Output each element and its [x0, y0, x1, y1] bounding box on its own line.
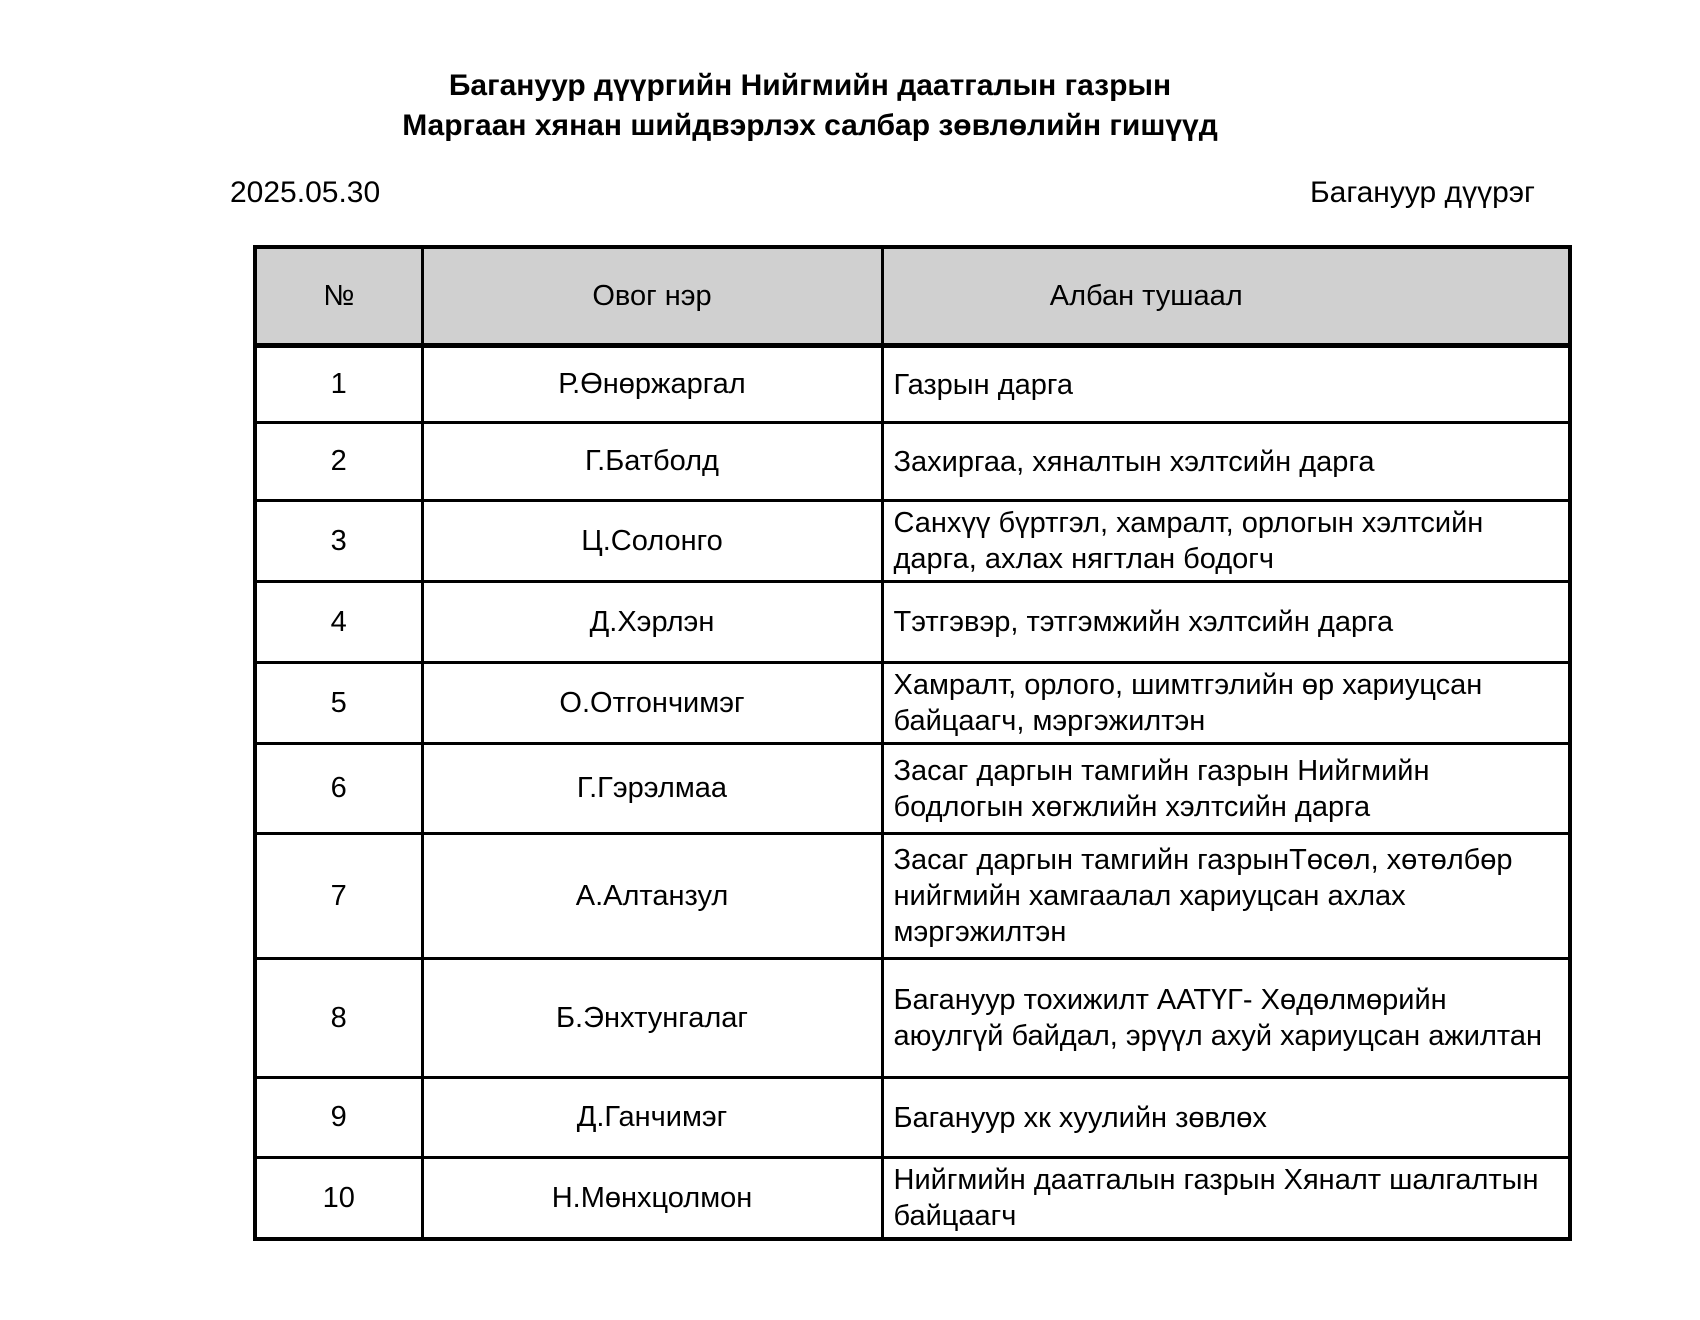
- member-name: Р.Өнөржаргал: [422, 346, 882, 423]
- row-number: 1: [255, 346, 422, 423]
- member-position: Багануур тохижилт ААТҮГ- Хөдөлмөрийн аюулгүй байдал, эрүүл ахуй хариуцсан ажилтан: [882, 959, 1570, 1078]
- header-number: №: [255, 247, 422, 346]
- table-row: [255, 834, 1570, 959]
- table-row: [255, 582, 1570, 663]
- table-row: [255, 501, 1570, 582]
- member-position: Газрын дарга: [882, 346, 1570, 423]
- member-position: Захиргаа, хяналтын хэлтсийн дарга: [882, 423, 1570, 501]
- table-header-row: [255, 247, 1570, 346]
- row-number: 10: [255, 1158, 422, 1240]
- member-name: Г.Батболд: [422, 423, 882, 501]
- table-row: [255, 663, 1570, 744]
- table-body: [255, 346, 1570, 1240]
- document-date: 2025.05.30: [230, 176, 381, 209]
- member-name: Н.Мөнхцолмон: [422, 1158, 882, 1240]
- member-name: Д.Ганчимэг: [422, 1078, 882, 1158]
- member-name: Д.Хэрлэн: [422, 582, 882, 663]
- member-position: Нийгмийн даатгалын газрын Хяналт шалгалтын байцаагч: [882, 1158, 1570, 1240]
- table-row: [255, 346, 1570, 423]
- row-number: 8: [255, 959, 422, 1078]
- member-name: Ц.Солонго: [422, 501, 882, 582]
- member-name: Б.Энхтунгалаг: [422, 959, 882, 1078]
- title-line-1: Багануур дүүргийн Нийгмийн даатгалын газрын: [448, 69, 1172, 102]
- document-title: [40, 66, 1580, 146]
- row-number: 5: [255, 663, 422, 744]
- row-number: 3: [255, 501, 422, 582]
- header-position: Албан тушаал: [882, 247, 1570, 346]
- member-position: Багануур хк хуулийн зөвлөх: [882, 1078, 1570, 1158]
- table-row: [255, 423, 1570, 501]
- table-row: [255, 1078, 1570, 1158]
- member-position: Засаг даргын тамгийн газрынТөсөл, хөтөлбөр нийгмийн хамгаалал хариуцсан ахлах мэргэжилтэн: [882, 834, 1570, 959]
- member-position: Засаг даргын тамгийн газрын Нийгмийн бодлогын хөгжлийн хэлтсийн дарга: [882, 744, 1570, 834]
- member-position: Санхүү бүртгэл, хамралт, орлогын хэлтсийн дарга, ахлах нягтлан бодогч: [882, 501, 1570, 582]
- row-number: 2: [255, 423, 422, 501]
- title-line-2: Маргаан хянан шийдвэрлэх салбар зөвлөлийн гишүүд: [402, 109, 1218, 142]
- row-number: 6: [255, 744, 422, 834]
- member-position: Тэтгэвэр, тэтгэмжийн хэлтсийн дарга: [882, 582, 1570, 663]
- row-number: 4: [255, 582, 422, 663]
- table-row: [255, 959, 1570, 1078]
- row-number: 9: [255, 1078, 422, 1158]
- member-name: Г.Гэрэлмаа: [422, 744, 882, 834]
- row-number: 7: [255, 834, 422, 959]
- table-header: [255, 247, 1570, 346]
- table-row: [255, 1158, 1570, 1240]
- members-table: [253, 245, 1572, 1241]
- member-name: А.Алтанзул: [422, 834, 882, 959]
- member-name: О.Отгончимэг: [422, 663, 882, 744]
- document-location: Багануур дүүрэг: [1309, 176, 1535, 209]
- header-name: Овог нэр: [422, 247, 882, 346]
- member-position: Хамралт, орлого, шимтгэлийн өр хариуцсан байцаагч, мэргэжилтэн: [882, 663, 1570, 744]
- table-row: [255, 744, 1570, 834]
